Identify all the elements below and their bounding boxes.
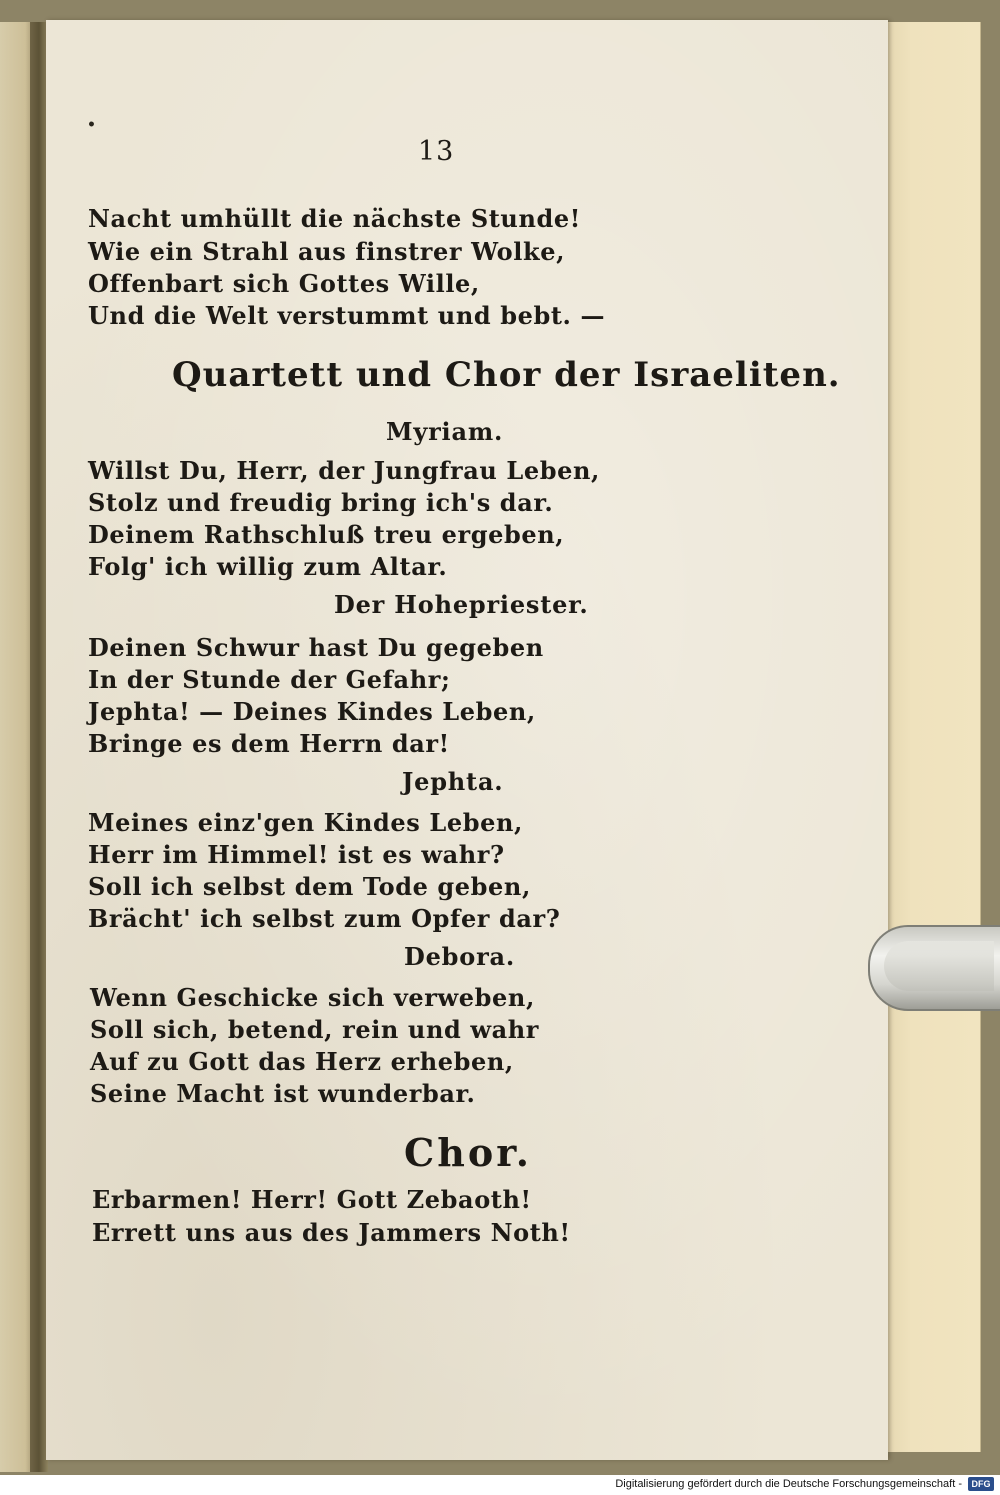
chorus-heading: Chor. [404, 1130, 532, 1175]
verse-line: Und die Welt verstummt und bebt. — [88, 301, 606, 330]
verse-line: Folg' ich willig zum Altar. [88, 552, 448, 581]
speaker-name: Jephta. [402, 767, 504, 796]
page-number: 13 [418, 136, 455, 167]
section-heading: Quartett und Chor der Israeliten. [172, 355, 841, 395]
speaker-name: Myriam. [386, 417, 504, 446]
ink-speck: • [87, 117, 96, 133]
verse-line: Deinen Schwur hast Du gegeben [88, 633, 544, 662]
verse-line: Stolz und freudig bring ich's dar. [88, 488, 554, 517]
next-page-edge [882, 22, 981, 1452]
verse-line: Offenbart sich Gottes Wille, [88, 269, 480, 298]
verse-line: Jephta! — Deines Kindes Leben, [88, 697, 536, 726]
verse-line: Erbarmen! Herr! Gott Zebaoth! [92, 1185, 532, 1214]
verse-line: Soll sich, betend, rein und wahr [90, 1015, 540, 1044]
verse-line: Brächt' ich selbst zum Opfer dar? [88, 904, 561, 933]
verse-line: Wie ein Strahl aus finstrer Wolke, [88, 237, 566, 266]
verse-line: Herr im Himmel! ist es wahr? [88, 840, 505, 869]
dfg-logo: DFG [968, 1477, 994, 1491]
verse-line: Errett uns aus des Jammers Noth! [92, 1218, 571, 1247]
verse-line: Meines einz'gen Kindes Leben, [88, 808, 523, 837]
page-clip-highlight [884, 941, 994, 991]
verse-line: Auf zu Gott das Herz erheben, [90, 1047, 514, 1076]
verse-line: In der Stunde der Gefahr; [88, 665, 451, 694]
footer-bar [0, 1475, 1000, 1495]
speaker-name: Der Hohepriester. [334, 590, 589, 619]
speaker-name: Debora. [404, 942, 516, 971]
funding-credit: Digitalisierung gefördert durch die Deutsche Forschungsgemeinschaft - [615, 1478, 962, 1490]
verse-line: Nacht umhüllt die nächste Stunde! [88, 204, 581, 233]
verse-line: Soll ich selbst dem Tode geben, [88, 872, 531, 901]
verse-line: Seine Macht ist wunderbar. [90, 1079, 476, 1108]
verse-line: Wenn Geschicke sich verweben, [90, 983, 535, 1012]
verse-line: Deinem Rathschluß treu ergeben, [88, 520, 565, 549]
verse-line: Willst Du, Herr, der Jungfrau Leben, [88, 456, 601, 485]
verse-line: Bringe es dem Herrn dar! [88, 729, 450, 758]
page-clip [868, 925, 1000, 1011]
